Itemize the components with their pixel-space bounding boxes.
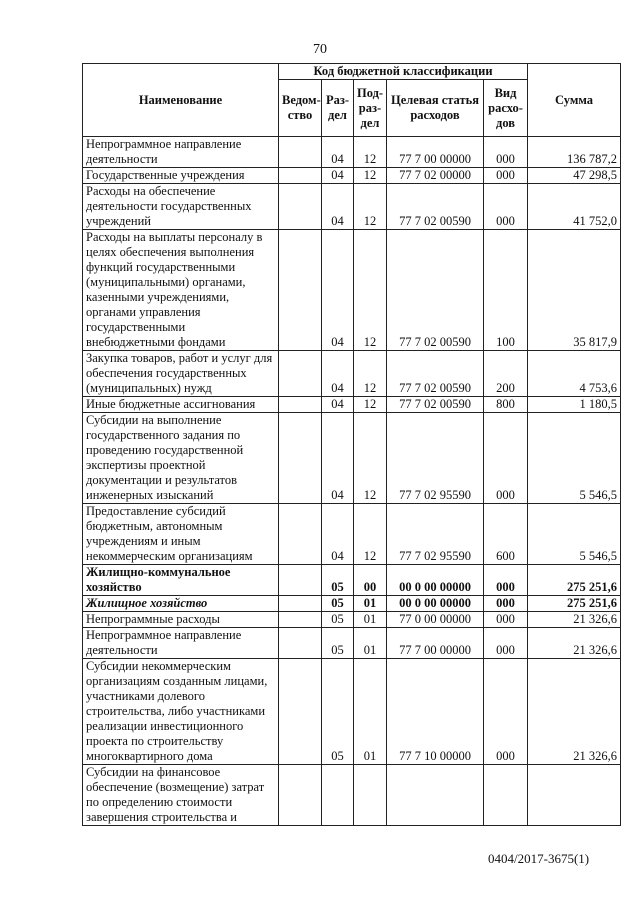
header-code-group: Код бюджетной классификации <box>279 64 528 80</box>
row-name: Расходы на обеспечение деятельности государственных учреждений <box>83 184 279 230</box>
row-vedomstvo <box>279 397 322 413</box>
table-row <box>83 628 621 659</box>
document-code: 0404/2017-3675(1) <box>488 851 590 866</box>
row-razdel <box>322 765 354 826</box>
table-row <box>83 137 621 168</box>
table-body <box>83 137 621 826</box>
row-sum: 5 546,5 <box>528 504 621 565</box>
row-vedomstvo <box>279 504 322 565</box>
table-row <box>83 504 621 565</box>
row-vedomstvo <box>279 137 322 168</box>
row-razdel: 04 <box>322 351 354 397</box>
row-podrazdel: 12 <box>354 413 387 504</box>
row-vedomstvo <box>279 659 322 765</box>
row-name: Непрограммное направление деятельности <box>83 137 279 168</box>
row-razdel: 04 <box>322 504 354 565</box>
row-name: Предоставление субсидий бюджетным, автономным учреждениям и иным некоммерческим организациям <box>83 504 279 565</box>
row-podrazdel <box>354 765 387 826</box>
row-razdel: 04 <box>322 137 354 168</box>
row-razdel: 04 <box>322 230 354 351</box>
row-target: 00 0 00 00000 <box>387 565 484 596</box>
row-vid: 600 <box>484 504 528 565</box>
row-vedomstvo <box>279 168 322 184</box>
row-sum: 275 251,6 <box>528 565 621 596</box>
table-row <box>83 184 621 230</box>
row-target: 77 7 02 00590 <box>387 184 484 230</box>
row-name: Непрограммные расходы <box>83 612 279 628</box>
row-razdel: 04 <box>322 168 354 184</box>
row-target: 77 7 02 00590 <box>387 397 484 413</box>
row-vedomstvo <box>279 230 322 351</box>
row-target: 77 7 10 00000 <box>387 659 484 765</box>
header-name: Наименование <box>83 64 279 137</box>
row-vid: 000 <box>484 137 528 168</box>
row-podrazdel: 12 <box>354 351 387 397</box>
row-sum: 47 298,5 <box>528 168 621 184</box>
budget-table <box>82 63 621 826</box>
row-podrazdel: 01 <box>354 628 387 659</box>
row-name: Субсидии на выполнение государственного задания по проведению государственной экспертизы проектной документации и результатов инженерных изысканий <box>83 413 279 504</box>
row-vedomstvo <box>279 565 322 596</box>
table-row <box>83 765 621 826</box>
row-target: 00 0 00 00000 <box>387 596 484 612</box>
row-vedomstvo <box>279 765 322 826</box>
row-vid: 000 <box>484 596 528 612</box>
row-podrazdel: 12 <box>354 397 387 413</box>
row-vid: 200 <box>484 351 528 397</box>
row-razdel: 04 <box>322 413 354 504</box>
row-name: Государственные учреждения <box>83 168 279 184</box>
row-name: Жилищно-коммунальное хозяйство <box>83 565 279 596</box>
row-target: 77 7 00 00000 <box>387 628 484 659</box>
header-podrazdel: Под-раз-дел <box>354 80 387 137</box>
row-razdel: 04 <box>322 397 354 413</box>
row-vid: 000 <box>484 659 528 765</box>
row-vedomstvo <box>279 612 322 628</box>
table-row <box>83 168 621 184</box>
row-razdel: 05 <box>322 659 354 765</box>
page-number: 70 <box>313 42 327 57</box>
row-name: Иные бюджетные ассигнования <box>83 397 279 413</box>
row-target: 77 7 02 00590 <box>387 351 484 397</box>
row-target: 77 7 02 00000 <box>387 168 484 184</box>
row-razdel: 05 <box>322 596 354 612</box>
row-podrazdel: 12 <box>354 137 387 168</box>
row-podrazdel: 01 <box>354 612 387 628</box>
row-target: 77 0 00 00000 <box>387 612 484 628</box>
row-sum: 21 326,6 <box>528 628 621 659</box>
table-row <box>83 413 621 504</box>
row-sum: 4 753,6 <box>528 351 621 397</box>
row-sum: 1 180,5 <box>528 397 621 413</box>
row-target <box>387 765 484 826</box>
row-name: Субсидии на финансовое обеспечение (возмещение) затрат по определению стоимости завершения строительства и <box>83 765 279 826</box>
row-sum: 41 752,0 <box>528 184 621 230</box>
row-vedomstvo <box>279 628 322 659</box>
table-row <box>83 659 621 765</box>
row-name: Субсидии некоммерческим организациям созданным лицами, участниками долевого строительства, либо участниками реализации инвестиционного проекта по строительству многоквартирного дома <box>83 659 279 765</box>
row-vedomstvo <box>279 184 322 230</box>
header-target: Целевая статья расходов <box>387 80 484 137</box>
table-row <box>83 612 621 628</box>
row-vid: 000 <box>484 184 528 230</box>
row-target: 77 7 02 95590 <box>387 413 484 504</box>
row-vid: 100 <box>484 230 528 351</box>
row-vid: 800 <box>484 397 528 413</box>
row-sum: 275 251,6 <box>528 596 621 612</box>
row-vid: 000 <box>484 565 528 596</box>
header-vid: Вид расхо-дов <box>484 80 528 137</box>
row-sum: 35 817,9 <box>528 230 621 351</box>
row-vid: 000 <box>484 628 528 659</box>
row-vedomstvo <box>279 413 322 504</box>
row-razdel: 05 <box>322 628 354 659</box>
row-podrazdel: 12 <box>354 230 387 351</box>
row-name: Жилищное хозяйство <box>83 596 279 612</box>
row-sum: 136 787,2 <box>528 137 621 168</box>
row-podrazdel: 01 <box>354 659 387 765</box>
row-vid <box>484 765 528 826</box>
header-sum: Сумма <box>528 64 621 137</box>
row-target: 77 7 02 95590 <box>387 504 484 565</box>
row-target: 77 7 00 00000 <box>387 137 484 168</box>
row-vid: 000 <box>484 612 528 628</box>
row-razdel: 04 <box>322 184 354 230</box>
row-name: Закупка товаров, работ и услуг для обеспечения государственных (муниципальных) нужд <box>83 351 279 397</box>
row-vid: 000 <box>484 413 528 504</box>
row-podrazdel: 00 <box>354 565 387 596</box>
table-row <box>83 596 621 612</box>
row-vedomstvo <box>279 596 322 612</box>
row-razdel: 05 <box>322 565 354 596</box>
row-name: Непрограммное направление деятельности <box>83 628 279 659</box>
table-row <box>83 565 621 596</box>
table-row <box>83 351 621 397</box>
row-target: 77 7 02 00590 <box>387 230 484 351</box>
row-podrazdel: 12 <box>354 184 387 230</box>
row-sum: 21 326,6 <box>528 659 621 765</box>
row-name: Расходы на выплаты персоналу в целях обеспечения выполнения функций государственными (муниципальными) органами, казенными учреждениями, органами управления государственными внебюджетными фондами <box>83 230 279 351</box>
row-vedomstvo <box>279 351 322 397</box>
table-row <box>83 397 621 413</box>
header-vedomstvo: Ведом-ство <box>279 80 322 137</box>
header-razdel: Раз-дел <box>322 80 354 137</box>
table-row <box>83 230 621 351</box>
row-razdel: 05 <box>322 612 354 628</box>
row-sum: 21 326,6 <box>528 612 621 628</box>
row-vid: 000 <box>484 168 528 184</box>
row-podrazdel: 12 <box>354 504 387 565</box>
row-podrazdel: 12 <box>354 168 387 184</box>
row-sum <box>528 765 621 826</box>
row-sum: 5 546,5 <box>528 413 621 504</box>
row-podrazdel: 01 <box>354 596 387 612</box>
